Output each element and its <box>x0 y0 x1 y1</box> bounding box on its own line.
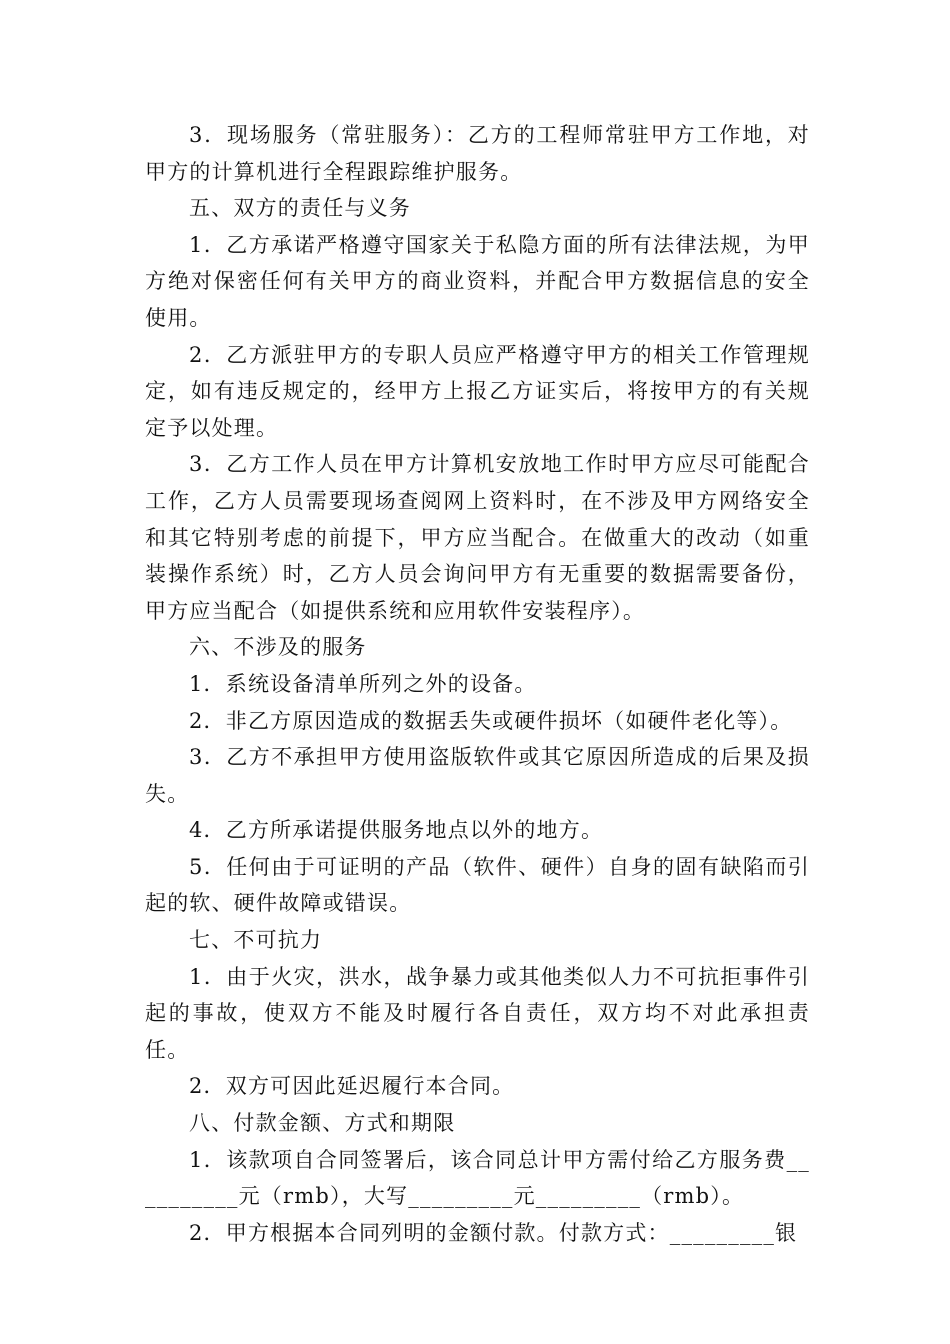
section-heading-excluded-services: 六、不涉及的服务 <box>189 635 367 660</box>
paragraph-excluded-5: 5．任何由于可证明的产品（软件、硬件）自身的固有缺陷而引起的软、硬件故障或错误。 <box>145 854 810 916</box>
paragraph-payment-amount: 1．该款项自合同签署后，该合同总计甲方需付给乙方服务费__________元（rmb），大写_________元_________（rmb）。 <box>145 1147 810 1209</box>
paragraph-staff-rules: 2．乙方派驻甲方的专职人员应严格遵守甲方的相关工作管理规定，如有违反规定的，经甲方上报乙方证实后，将按甲方的有关规定予以处理。 <box>145 342 810 440</box>
paragraph-excluded-4: 4．乙方所承诺提供服务地点以外的地方。 <box>189 818 604 843</box>
section-heading-force-majeure: 七、不可抗力 <box>189 928 323 953</box>
paragraph-excluded-2: 2．非乙方原因造成的数据丢失或硬件损坏（如硬件老化等）。 <box>189 708 793 733</box>
paragraph-excluded-3: 3．乙方不承担甲方使用盗版软件或其它原因所造成的后果及损失。 <box>145 745 810 806</box>
paragraph-cooperation: 3．乙方工作人员在甲方计算机安放地工作时甲方应尽可能配合工作，乙方人员需要现场查阅网上资料时，在不涉及甲方网络安全和其它特别考虑的前提下，甲方应当配合。在做重大的改动（如重装操作系统）时，乙方人员会询问甲方有无重要的数据需要备份，甲方应当配合（如提供系统和应用软件安装程序）。 <box>145 452 810 623</box>
paragraph-force-majeure-2: 2．双方可因此延迟履行本合同。 <box>189 1074 515 1099</box>
paragraph-onsite-service: 3．现场服务（常驻服务）：乙方的工程师常驻甲方工作地，对甲方的计算机进行全程跟踪维护服务。 <box>145 123 810 184</box>
section-heading-responsibilities: 五、双方的责任与义务 <box>189 196 411 221</box>
paragraph-excluded-1: 1．系统设备清单所列之外的设备。 <box>189 671 537 696</box>
section-heading-payment: 八、付款金额、方式和期限 <box>189 1111 456 1136</box>
paragraph-force-majeure-1: 1．由于火灾，洪水，战争暴力或其他类似人力不可抗拒事件引起的事故，使双方不能及时履行各自责任，双方均不对此承担责任。 <box>145 964 810 1062</box>
paragraph-payment-method: 2．甲方根据本合同列明的金额付款。付款方式：_________银 <box>189 1220 798 1245</box>
document-body <box>145 117 810 1251</box>
paragraph-privacy-commitment: 1．乙方承诺严格遵守国家关于私隐方面的所有法律法规，为甲方绝对保密任何有关甲方的商业资料，并配合甲方数据信息的安全使用。 <box>145 232 810 330</box>
